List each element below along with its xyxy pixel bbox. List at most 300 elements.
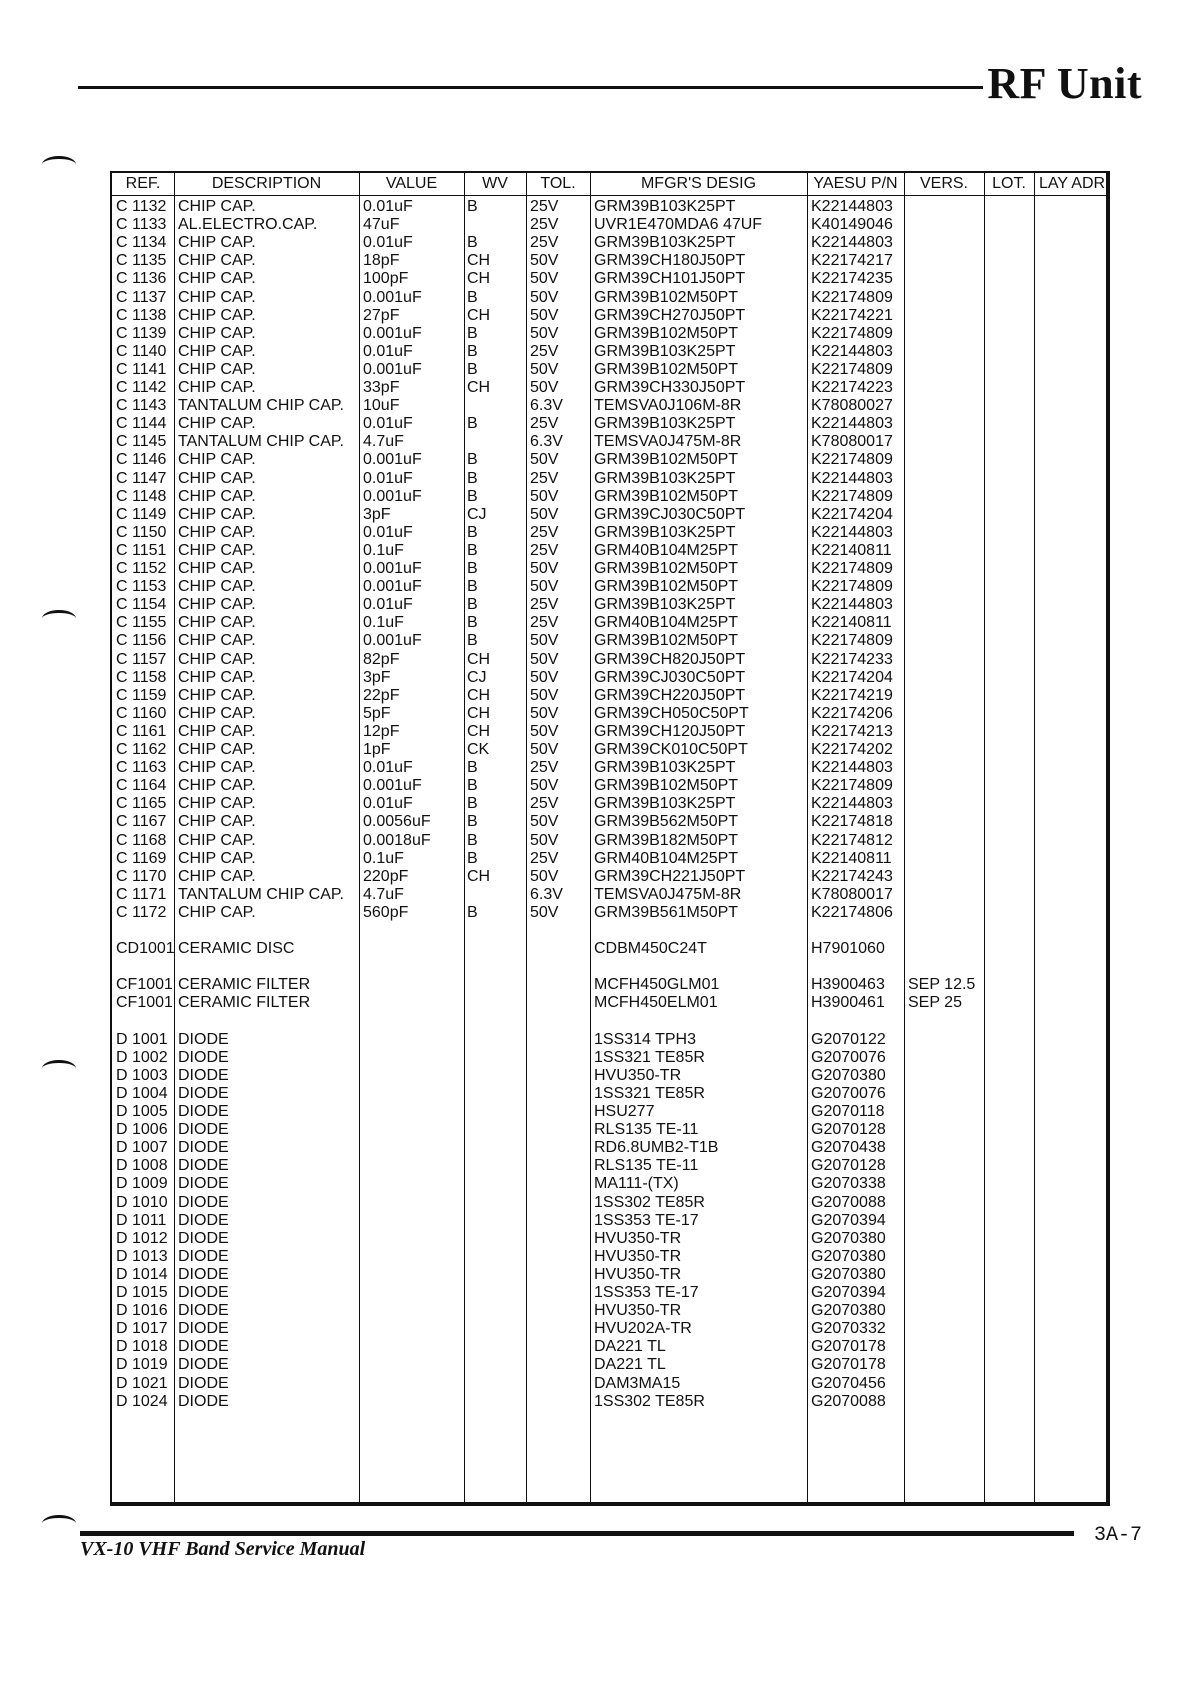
table-row bbox=[112, 794, 1106, 813]
cell-mfgr: GRM39CH220J50PT bbox=[594, 686, 746, 704]
cell-ref: C 1141 bbox=[116, 360, 167, 378]
cell-wv: B bbox=[467, 360, 478, 378]
table-row bbox=[112, 432, 1106, 451]
cell-value: 0.01uF bbox=[363, 342, 413, 360]
cell-ref: D 1003 bbox=[116, 1066, 168, 1084]
cell-desc: DIODE bbox=[178, 1193, 229, 1211]
cell-tol: 50V bbox=[530, 451, 559, 469]
cell-desc: DIODE bbox=[178, 1139, 229, 1157]
cell-mfgr: GRM39B103K25PT bbox=[594, 596, 736, 614]
cell-ref: D 1015 bbox=[116, 1284, 168, 1301]
section-title: RF Unit bbox=[987, 59, 1142, 108]
cell-mfgr: GRM39B103K25PT bbox=[594, 759, 736, 777]
cell-ref: D 1009 bbox=[116, 1175, 168, 1193]
cell-ref: CF1001 bbox=[116, 994, 173, 1012]
table-row bbox=[112, 1193, 1106, 1212]
cell-pn: G2070128 bbox=[811, 1157, 886, 1175]
cell-ref: D 1011 bbox=[116, 1211, 167, 1229]
cell-ref: C 1132 bbox=[116, 198, 167, 215]
cell-ref: C 1134 bbox=[116, 234, 167, 252]
column-header-lay-adr: LAY ADR bbox=[1038, 175, 1106, 192]
cell-wv: CJ bbox=[467, 505, 487, 523]
table-row bbox=[112, 613, 1106, 632]
cell-value: 0.0018uF bbox=[363, 831, 431, 849]
table-row bbox=[112, 650, 1106, 669]
cell-pn: K22174809 bbox=[811, 324, 893, 342]
cell-wv: CH bbox=[467, 306, 491, 324]
table-row bbox=[112, 1283, 1106, 1302]
cell-desc: DIODE bbox=[178, 1048, 229, 1066]
table-row bbox=[112, 1392, 1106, 1411]
table-row bbox=[112, 686, 1106, 705]
cell-desc: DIODE bbox=[178, 1030, 229, 1048]
cell-tol: 50V bbox=[530, 270, 559, 288]
cell-desc: CERAMIC FILTER bbox=[178, 994, 311, 1012]
cell-pn: K22140811 bbox=[811, 614, 892, 632]
cell-pn: K22174213 bbox=[811, 722, 893, 740]
cell-desc: DIODE bbox=[178, 1121, 229, 1139]
cell-wv: B bbox=[467, 487, 478, 505]
table-row bbox=[112, 1229, 1106, 1248]
cell-value: 4.7uF bbox=[363, 885, 404, 903]
cell-desc: CHIP CAP. bbox=[178, 704, 256, 722]
cell-mfgr: GRM39B103K25PT bbox=[594, 342, 736, 360]
cell-mfgr: GRM39CH270J50PT bbox=[594, 306, 746, 324]
cell-desc: CHIP CAP. bbox=[178, 759, 256, 777]
cell-value: 10uF bbox=[363, 397, 400, 415]
cell-desc: CHIP CAP. bbox=[178, 596, 256, 614]
cell-ref: C 1156 bbox=[116, 632, 167, 650]
table-row bbox=[112, 740, 1106, 759]
page-number: 3A-7 bbox=[1093, 1524, 1142, 1547]
table-row bbox=[112, 342, 1106, 361]
cell-pn: K22144803 bbox=[811, 795, 893, 813]
cell-ref: C 1160 bbox=[116, 704, 167, 722]
cell-pn: G2070380 bbox=[811, 1229, 886, 1247]
cell-ref: C 1136 bbox=[116, 270, 167, 288]
cell-pn: G2070338 bbox=[811, 1175, 886, 1193]
cell-tol: 50V bbox=[530, 813, 559, 831]
cell-ref: C 1137 bbox=[116, 288, 167, 306]
cell-pn: G2070088 bbox=[811, 1392, 886, 1410]
cell-tol: 50V bbox=[530, 867, 559, 885]
parts-list-table bbox=[110, 171, 1110, 1506]
column-header-yaesu-pn: YAESU P/N bbox=[813, 175, 898, 192]
cell-mfgr: GRM39B182M50PT bbox=[594, 831, 739, 849]
cell-desc: CHIP CAP. bbox=[178, 252, 256, 270]
cell-desc: CHIP CAP. bbox=[178, 849, 256, 867]
cell-tol: 25V bbox=[530, 415, 559, 433]
cell-pn: K22174806 bbox=[811, 903, 893, 921]
cell-wv: CH bbox=[467, 686, 491, 704]
cell-wv: B bbox=[467, 831, 478, 849]
cell-desc: DIODE bbox=[178, 1066, 229, 1084]
cell-pn: G2070438 bbox=[811, 1139, 886, 1157]
table-row bbox=[112, 215, 1106, 234]
cell-value: 5pF bbox=[363, 704, 391, 722]
cell-ref: C 1135 bbox=[116, 252, 167, 270]
table-row bbox=[112, 559, 1106, 578]
cell-ref: D 1004 bbox=[116, 1084, 168, 1102]
cell-tol: 25V bbox=[530, 596, 559, 614]
cell-value: 27pF bbox=[363, 306, 400, 324]
cell-ref: D 1016 bbox=[116, 1302, 168, 1320]
cell-value: 3pF bbox=[363, 668, 391, 686]
table-row bbox=[112, 1211, 1106, 1230]
table-row bbox=[112, 1102, 1106, 1121]
cell-pn: K22174818 bbox=[811, 813, 893, 831]
table-row bbox=[112, 1174, 1106, 1193]
header-rule bbox=[78, 86, 983, 89]
cell-ref: C 1165 bbox=[116, 795, 167, 813]
cell-tol: 25V bbox=[530, 614, 559, 632]
cell-mfgr: GRM39CH221J50PT bbox=[594, 867, 746, 885]
cell-tol: 50V bbox=[530, 560, 559, 577]
cell-desc: CHIP CAP. bbox=[178, 451, 256, 469]
table-row bbox=[112, 975, 1106, 994]
cell-tol: 25V bbox=[530, 216, 559, 234]
table-row bbox=[112, 233, 1106, 252]
cell-desc: CHIP CAP. bbox=[178, 741, 256, 758]
table-row bbox=[112, 668, 1106, 687]
cell-pn: K22174202 bbox=[811, 741, 893, 758]
table-row bbox=[112, 921, 1106, 940]
cell-tol: 50V bbox=[530, 505, 559, 523]
cell-wv: CH bbox=[467, 270, 491, 288]
cell-desc: CHIP CAP. bbox=[178, 903, 256, 921]
cell-mfgr: GRM39CK010C50PT bbox=[594, 741, 748, 758]
cell-desc: CHIP CAP. bbox=[178, 360, 256, 378]
cell-wv: B bbox=[467, 415, 478, 433]
cell-pn: K22144803 bbox=[811, 342, 893, 360]
cell-wv: B bbox=[467, 324, 478, 342]
cell-wv: CH bbox=[467, 379, 491, 396]
column-header-ref: REF. bbox=[125, 175, 161, 192]
cell-value: 0.001uF bbox=[363, 324, 422, 342]
cell-ref: D 1001 bbox=[116, 1030, 168, 1048]
cell-ref: D 1019 bbox=[116, 1356, 168, 1374]
cell-pn: K22174221 bbox=[811, 306, 893, 324]
cell-ref: D 1012 bbox=[116, 1229, 168, 1247]
cell-ref: D 1013 bbox=[116, 1247, 168, 1265]
cell-ref: C 1140 bbox=[116, 342, 167, 360]
cell-tol: 50V bbox=[530, 487, 559, 505]
column-header-vers: VERS. bbox=[919, 175, 968, 192]
cell-pn: K22174809 bbox=[811, 451, 893, 469]
cell-vers: SEP 12.5 bbox=[908, 976, 976, 994]
cell-pn: G2070380 bbox=[811, 1247, 886, 1265]
table-row bbox=[112, 1156, 1106, 1175]
cell-desc: DIODE bbox=[178, 1265, 229, 1283]
cell-value: 0.01uF bbox=[363, 759, 413, 777]
cell-tol: 50V bbox=[530, 903, 559, 921]
binder-hole-mark-2 bbox=[42, 610, 76, 627]
table-row bbox=[112, 360, 1106, 379]
table-row bbox=[112, 1012, 1106, 1031]
cell-mfgr: MCFH450ELM01 bbox=[594, 994, 718, 1012]
table-row bbox=[112, 885, 1106, 904]
cell-pn: G2070118 bbox=[811, 1103, 885, 1120]
cell-mfgr: GRM39CH820J50PT bbox=[594, 650, 746, 668]
cell-ref: C 1161 bbox=[116, 722, 167, 740]
cell-tol: 50V bbox=[530, 379, 559, 396]
cell-value: 0.01uF bbox=[363, 596, 413, 614]
cell-ref: C 1162 bbox=[116, 741, 167, 758]
cell-pn: K22174235 bbox=[811, 270, 893, 288]
cell-mfgr: GRM39B103K25PT bbox=[594, 795, 736, 813]
cell-ref: D 1005 bbox=[116, 1103, 168, 1120]
cell-desc: CHIP CAP. bbox=[178, 306, 256, 324]
cell-wv: B bbox=[467, 469, 478, 487]
cell-mfgr: HVU350-TR bbox=[594, 1265, 682, 1283]
cell-wv: B bbox=[467, 342, 478, 360]
cell-mfgr: GRM39CH330J50PT bbox=[594, 379, 746, 396]
cell-pn: K22174809 bbox=[811, 777, 893, 795]
cell-mfgr: GRM39B103K25PT bbox=[594, 523, 736, 541]
cell-pn: K22174204 bbox=[811, 505, 893, 523]
cell-desc: TANTALUM CHIP CAP. bbox=[178, 397, 344, 415]
cell-desc: CHIP CAP. bbox=[178, 632, 256, 650]
cell-pn: K22144803 bbox=[811, 415, 893, 433]
cell-wv: B bbox=[467, 234, 478, 252]
cell-desc: DIODE bbox=[178, 1284, 229, 1301]
cell-ref: C 1142 bbox=[116, 379, 167, 396]
table-row bbox=[112, 957, 1106, 976]
cell-desc: CHIP CAP. bbox=[178, 469, 256, 487]
table-row bbox=[112, 469, 1106, 488]
cell-mfgr: GRM39CH180J50PT bbox=[594, 252, 746, 270]
table-row bbox=[112, 324, 1106, 343]
cell-desc: CHIP CAP. bbox=[178, 342, 256, 360]
cell-mfgr: GRM39B102M50PT bbox=[594, 360, 739, 378]
cell-desc: CHIP CAP. bbox=[178, 560, 256, 577]
cell-ref: CD1001 bbox=[116, 940, 175, 958]
cell-desc: CHIP CAP. bbox=[178, 668, 256, 686]
cell-desc: DIODE bbox=[178, 1211, 229, 1229]
cell-tol: 50V bbox=[530, 324, 559, 342]
cell-ref: C 1170 bbox=[116, 867, 167, 885]
column-header-mfgr-desig: MFGR'S DESIG bbox=[640, 175, 757, 192]
cell-ref: C 1145 bbox=[116, 433, 167, 451]
cell-pn: G2070076 bbox=[811, 1048, 886, 1066]
cell-desc: DIODE bbox=[178, 1356, 229, 1374]
table-row bbox=[112, 1066, 1106, 1085]
cell-mfgr: GRM39B103K25PT bbox=[594, 234, 736, 252]
cell-tol: 50V bbox=[530, 360, 559, 378]
table-row bbox=[112, 1374, 1106, 1393]
binder-hole-mark-3 bbox=[42, 1060, 76, 1077]
cell-ref: D 1024 bbox=[116, 1392, 168, 1410]
cell-desc: CHIP CAP. bbox=[178, 198, 256, 215]
cell-mfgr: GRM40B104M25PT bbox=[594, 614, 739, 632]
cell-ref: C 1153 bbox=[116, 578, 167, 596]
cell-mfgr: GRM39B102M50PT bbox=[594, 777, 739, 795]
cell-value: 0.001uF bbox=[363, 632, 422, 650]
table-row bbox=[112, 1355, 1106, 1374]
cell-ref: C 1163 bbox=[116, 759, 167, 777]
cell-value: 3pF bbox=[363, 505, 391, 523]
cell-pn: G2070380 bbox=[811, 1265, 886, 1283]
cell-mfgr: RD6.8UMB2-T1B bbox=[594, 1139, 719, 1157]
cell-tol: 50V bbox=[530, 741, 559, 758]
cell-mfgr: CDBM450C24T bbox=[594, 940, 707, 958]
table-row bbox=[112, 1265, 1106, 1284]
cell-pn: G2070178 bbox=[811, 1338, 886, 1356]
cell-value: 0.001uF bbox=[363, 578, 422, 596]
column-header-description: DESCRIPTION bbox=[211, 175, 322, 192]
cell-ref: C 1143 bbox=[116, 397, 167, 415]
cell-ref: D 1014 bbox=[116, 1265, 168, 1283]
binder-hole-mark-1 bbox=[42, 156, 76, 173]
cell-wv: B bbox=[467, 849, 478, 867]
cell-tol: 50V bbox=[530, 668, 559, 686]
cell-value: 560pF bbox=[363, 903, 409, 921]
cell-value: 0.1uF bbox=[363, 614, 404, 632]
cell-pn: K22144803 bbox=[811, 234, 893, 252]
cell-desc: CHIP CAP. bbox=[178, 523, 256, 541]
table-row bbox=[112, 867, 1106, 886]
cell-pn: K22174206 bbox=[811, 704, 893, 722]
table-row bbox=[112, 487, 1106, 506]
cell-mfgr: GRM39B102M50PT bbox=[594, 324, 739, 342]
table-row bbox=[112, 1247, 1106, 1266]
cell-pn: K22144803 bbox=[811, 759, 893, 777]
table-row bbox=[112, 450, 1106, 469]
cell-pn: K22174809 bbox=[811, 487, 893, 505]
table-row bbox=[112, 993, 1106, 1012]
cell-desc: CHIP CAP. bbox=[178, 541, 256, 559]
cell-value: 47uF bbox=[363, 216, 400, 234]
cell-mfgr: GRM39B103K25PT bbox=[594, 415, 736, 433]
table-row bbox=[112, 414, 1106, 433]
table-row bbox=[112, 1138, 1106, 1157]
cell-desc: TANTALUM CHIP CAP. bbox=[178, 885, 344, 903]
cell-wv: B bbox=[467, 777, 478, 795]
cell-ref: C 1146 bbox=[116, 451, 167, 469]
cell-value: 0.1uF bbox=[363, 541, 404, 559]
cell-pn: G2070380 bbox=[811, 1066, 886, 1084]
cell-mfgr: DAM3MA15 bbox=[594, 1374, 681, 1392]
cell-desc: DIODE bbox=[178, 1338, 229, 1356]
cell-wv: B bbox=[467, 596, 478, 614]
cell-pn: K22140811 bbox=[811, 849, 892, 867]
cell-wv: CH bbox=[467, 867, 491, 885]
cell-pn: H3900461 bbox=[811, 994, 885, 1012]
cell-wv: CJ bbox=[467, 668, 487, 686]
cell-mfgr: GRM39B103K25PT bbox=[594, 469, 736, 487]
cell-pn: K22174809 bbox=[811, 288, 893, 306]
cell-mfgr: HVU202A-TR bbox=[594, 1320, 692, 1338]
table-row bbox=[112, 378, 1106, 397]
cell-value: 4.7uF bbox=[363, 433, 404, 451]
cell-value: 0.001uF bbox=[363, 777, 422, 795]
cell-desc: CHIP CAP. bbox=[178, 379, 256, 396]
cell-desc: CHIP CAP. bbox=[178, 867, 256, 885]
cell-desc: CHIP CAP. bbox=[178, 270, 256, 288]
cell-ref: C 1144 bbox=[116, 415, 167, 433]
cell-tol: 25V bbox=[530, 198, 559, 215]
cell-mfgr: GRM39CH050C50PT bbox=[594, 704, 749, 722]
manual-title: VX-10 VHF Band Service Manual bbox=[80, 1538, 366, 1560]
cell-pn: K22174812 bbox=[811, 831, 893, 849]
cell-desc: TANTALUM CHIP CAP. bbox=[178, 433, 344, 451]
cell-ref: C 1147 bbox=[116, 469, 167, 487]
cell-pn: K22174243 bbox=[811, 867, 893, 885]
cell-pn: K22174219 bbox=[811, 686, 893, 704]
cell-mfgr: 1SS353 TE-17 bbox=[594, 1284, 699, 1301]
cell-tol: 50V bbox=[530, 650, 559, 668]
cell-tol: 25V bbox=[530, 795, 559, 813]
cell-mfgr: GRM40B104M25PT bbox=[594, 849, 739, 867]
column-header-wv: WV bbox=[482, 175, 508, 192]
table-row bbox=[112, 523, 1106, 542]
cell-value: 0.001uF bbox=[363, 560, 422, 577]
cell-wv: B bbox=[467, 614, 478, 632]
cell-desc: CHIP CAP. bbox=[178, 614, 256, 632]
column-header-lot: LOT. bbox=[992, 175, 1026, 192]
cell-mfgr: GRM39B102M50PT bbox=[594, 451, 739, 469]
table-row bbox=[112, 288, 1106, 307]
cell-desc: CHIP CAP. bbox=[178, 813, 256, 831]
cell-ref: C 1171 bbox=[116, 885, 167, 903]
cell-mfgr: TEMSVA0J475M-8R bbox=[594, 433, 742, 451]
table-row bbox=[112, 1301, 1106, 1320]
cell-mfgr: GRM39B102M50PT bbox=[594, 288, 739, 306]
cell-mfgr: GRM39B102M50PT bbox=[594, 487, 739, 505]
cell-desc: CERAMIC DISC bbox=[178, 940, 295, 958]
cell-desc: CERAMIC FILTER bbox=[178, 976, 311, 994]
cell-mfgr: GRM39B103K25PT bbox=[594, 198, 736, 215]
cell-tol: 25V bbox=[530, 342, 559, 360]
cell-desc: DIODE bbox=[178, 1320, 229, 1338]
cell-pn: G2070332 bbox=[811, 1320, 886, 1338]
cell-wv: B bbox=[467, 759, 478, 777]
cell-tol: 50V bbox=[530, 777, 559, 795]
cell-mfgr: GRM39B102M50PT bbox=[594, 632, 739, 650]
cell-desc: CHIP CAP. bbox=[178, 415, 256, 433]
cell-tol: 25V bbox=[530, 759, 559, 777]
cell-wv: CH bbox=[467, 252, 491, 270]
table-row bbox=[112, 595, 1106, 614]
table-row bbox=[112, 631, 1106, 650]
cell-tol: 50V bbox=[530, 306, 559, 324]
cell-mfgr: GRM39B102M50PT bbox=[594, 560, 739, 577]
cell-desc: DIODE bbox=[178, 1392, 229, 1410]
cell-mfgr: DA221 TL bbox=[594, 1338, 666, 1356]
cell-value: 0.01uF bbox=[363, 523, 413, 541]
table-row bbox=[112, 541, 1106, 560]
cell-pn: K22140811 bbox=[811, 541, 892, 559]
cell-mfgr: GRM39CJ030C50PT bbox=[594, 668, 746, 686]
cell-desc: CHIP CAP. bbox=[178, 777, 256, 795]
table-row bbox=[112, 1048, 1106, 1067]
cell-value: 0.01uF bbox=[363, 415, 413, 433]
cell-tol: 50V bbox=[530, 704, 559, 722]
cell-value: 0.001uF bbox=[363, 487, 422, 505]
cell-vers: SEP 25 bbox=[908, 994, 962, 1012]
cell-mfgr: HVU350-TR bbox=[594, 1229, 682, 1247]
cell-desc: DIODE bbox=[178, 1229, 229, 1247]
cell-mfgr: GRM39B562M50PT bbox=[594, 813, 739, 831]
table-row bbox=[112, 306, 1106, 325]
cell-desc: DIODE bbox=[178, 1103, 229, 1120]
table-row bbox=[112, 831, 1106, 850]
cell-desc: CHIP CAP. bbox=[178, 686, 256, 704]
cell-mfgr: 1SS321 TE85R bbox=[594, 1048, 705, 1066]
cell-ref: D 1010 bbox=[116, 1193, 168, 1211]
cell-wv: B bbox=[467, 198, 478, 215]
table-row bbox=[112, 251, 1106, 270]
